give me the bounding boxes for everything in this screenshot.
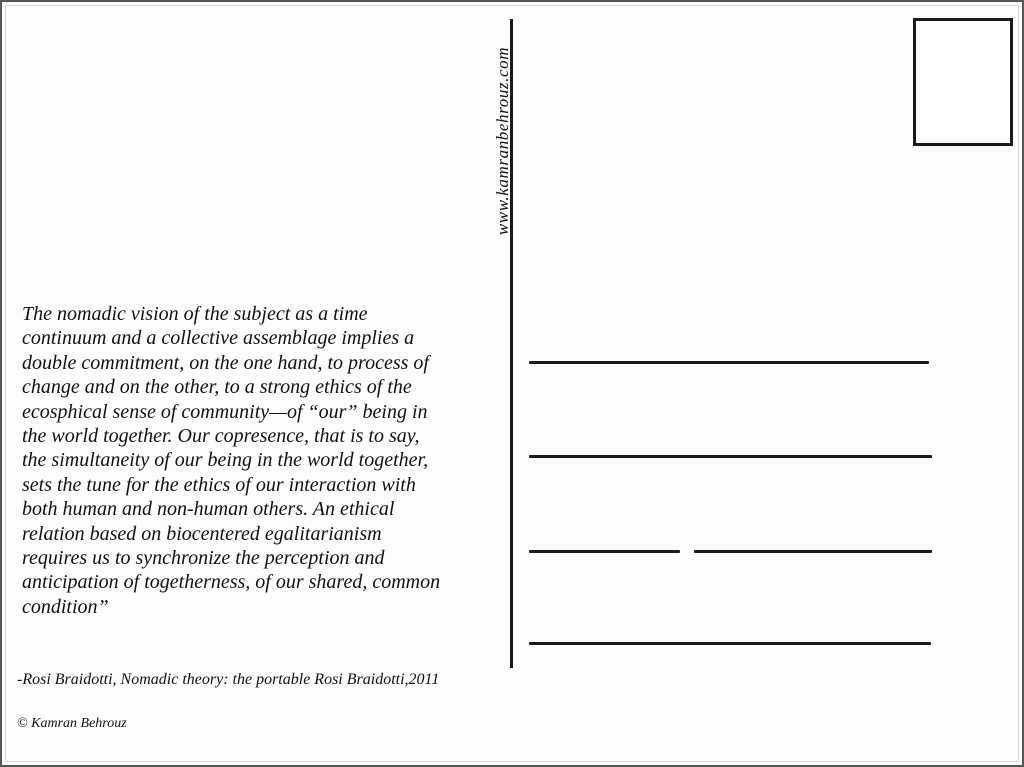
address-line-1 [529,361,929,364]
address-line-3-left [529,550,680,553]
copyright-notice: © Kamran Behrouz [17,716,127,731]
website-url: www.kamranbehrouz.com [493,46,512,236]
address-line-3-right [694,550,932,553]
stamp-box [913,18,1013,146]
address-line-2 [529,455,932,458]
address-line-4 [529,642,931,645]
quote-text: The nomadic vision of the subject as a time continuum and a collective assemblage implies a double commitment, on the one hand, to process of change and on the other, to a strong ethics of the ecosphical sense of community—of “our” being in the world together. Our copresence, that is to say, the simultaneity of our being in the world together, sets the tune for the ethics of our interaction with both human and non-human others. An ethical relation based on biocentered egalitarianism requires us to synchronize the perception and anticipation of togetherness, of our shared, common condition” [22,303,441,618]
quote-attribution: -Rosi Braidotti, Nomadic theory: the portable Rosi Braidotti,2011 [17,671,440,688]
